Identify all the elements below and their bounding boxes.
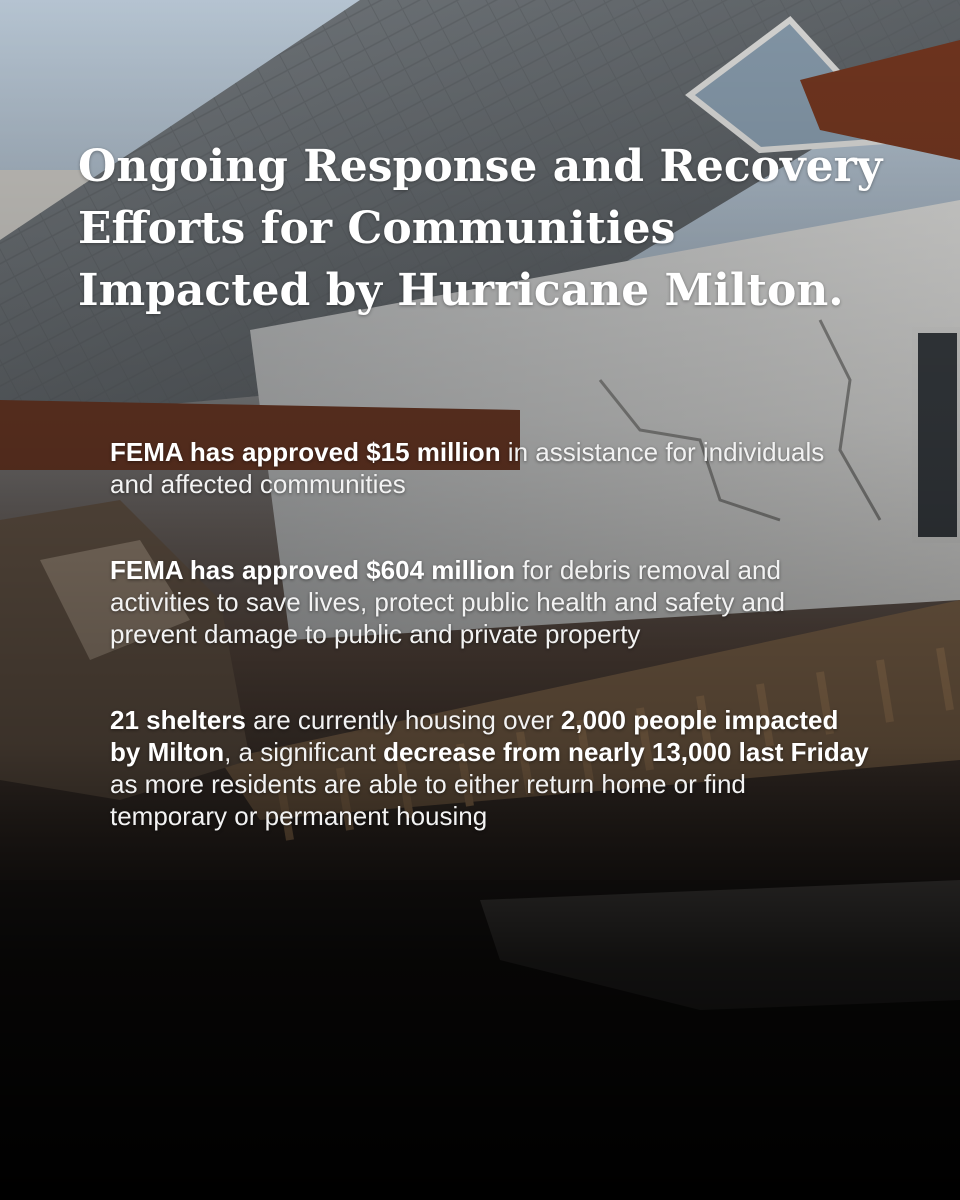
fact-text: as more residents are able to either return home or find temporary or permanent housing xyxy=(110,769,746,831)
page-title: Ongoing Response and Recovery Efforts for Communities Impacted by Hurricane Milton. xyxy=(78,141,883,316)
fact-text: are currently housing over xyxy=(245,705,561,735)
fact-highlight: 2,000 people impacted by Milton xyxy=(110,705,839,767)
fact-text: for debris removal and activities to save lives, protect public health and safety and prevent damage to public and private property xyxy=(110,555,785,649)
fact-highlight: 21 shelters xyxy=(110,705,246,735)
fact-highlight: FEMA has approved $604 million xyxy=(110,555,516,585)
facts-list xyxy=(110,436,870,832)
fact-item xyxy=(110,554,870,650)
fact-text: in assistance for individuals and affected communities xyxy=(110,437,825,499)
fact-highlight: decrease from nearly 13,000 last Friday xyxy=(383,737,869,767)
fact-item xyxy=(110,704,870,832)
fact-text: , a significant xyxy=(224,737,384,767)
fact-highlight: FEMA has approved $15 million xyxy=(110,437,501,467)
fact-item xyxy=(110,436,870,500)
